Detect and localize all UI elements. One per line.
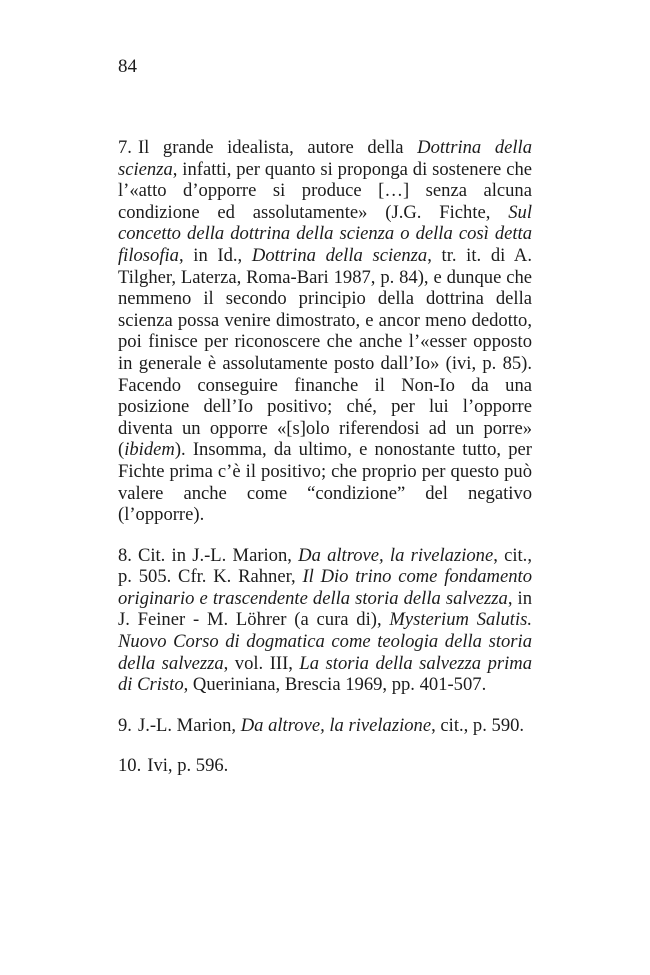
footnote-8: 8. Cit. in J.-L. Marion, Da altrove, la rivelazione, cit., p. 505. Cfr. K. Rahner, Il Dio trino come fondamento originario e trascendente della storia della salvezza, in J. Feiner - M. Löhrer (a cura di), Mysterium Salutis. Nuovo Corso di dogmatica come teologia della storia della salvezza, vol. III, La storia della salvezza prima di Cristo, Queriniana, Brescia 1969, pp. 401-507.	[118, 544, 533, 696]
italic-title: Il Dio trino come fondamento originario e trascendente della storia della salvezza	[118, 566, 532, 609]
page-number: 84	[118, 56, 137, 77]
italic-title: Da altrove, la rivelazione	[240, 714, 432, 736]
footnote-number: 8.	[118, 544, 132, 566]
italic-title: Dottrina della scienza	[251, 244, 428, 266]
footnote-number: 7.	[118, 137, 132, 158]
footnote-7: 7. Il grande idealista, autore della Dottrina della scienza, infatti, per quanto si proponga di sostenere che l’«atto d’opporre si produce […] senza alcuna condizione ed assolutamente» (J.G. Fichte, Sul concetto della dottrina della scienza o della così detta filosofia, in Id., Dottrina della scienza, tr. it. di A. Tilgher, Laterza, Roma-Bari 1987, p. 84), e dunque che nemmeno il secondo principio della dottrina della scienza possa venire dimostrato, e ancor meno dedotto, poi finisce per riconoscere che anche l’«esser opposto in generale è assolutamente posto dall’Io» (ivi, p. 85). Facendo conseguire finanche il Non-Io da una posizione dell’Io positivo; ché, per lui l’opporre diventa un opporre «[s]olo riferendosi ad un porre» (ibidem). Insomma, da ultimo, e nonostante tutto, per Fichte prima c’è il positivo; che proprio per questo può valere anche come “condizione” del negativo (l’opporre).	[118, 137, 533, 526]
footnote-number: 10.	[118, 755, 142, 777]
footnote-number: 9.	[118, 714, 132, 736]
italic-title: Dottrina della scienza	[118, 137, 532, 180]
italic-reference: ibidem	[124, 439, 175, 461]
italic-title: La storia della salvezza prima di Cristo	[118, 652, 532, 696]
footnote-9: 9. J.-L. Marion, Da altrove, la rivelazione, cit., p. 590.	[118, 714, 525, 736]
footnote-10: 10. Ivi, p. 596.	[118, 755, 229, 777]
italic-title: Da altrove, la rivelazione	[298, 544, 494, 566]
italic-title: Sul concetto della dottrina della scienza o della così detta filosofia	[118, 201, 532, 266]
italic-title: Mysterium Salutis. Nuovo Corso di dogmatica come teologia della storia della salvezza	[118, 609, 532, 674]
footnotes	[118, 137, 532, 796]
